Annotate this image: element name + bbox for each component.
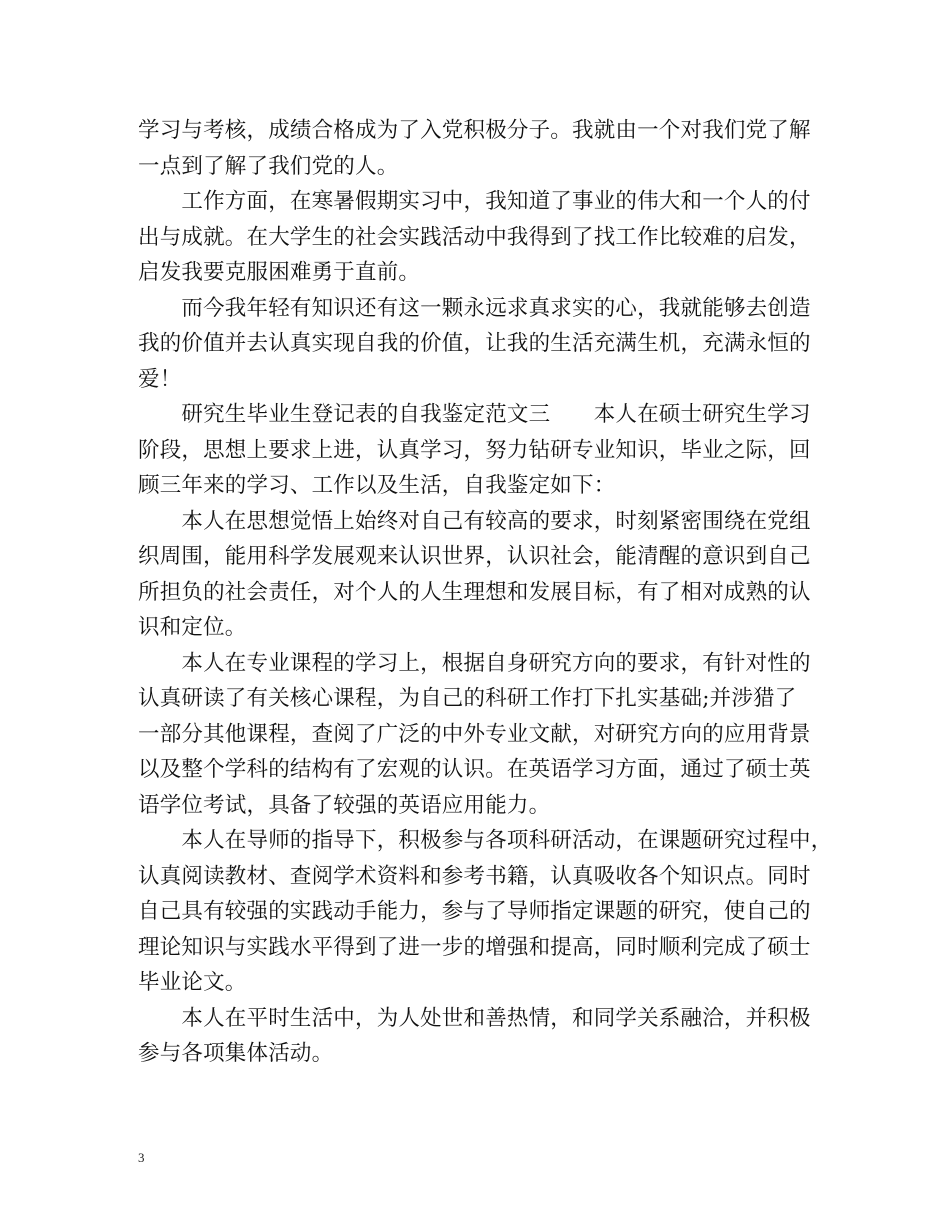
text-line: 阶段，思想上要求上进，认真学习，努力钻研专业知识，毕业之际，回 xyxy=(138,437,811,463)
text-line: 我的价值并去认真实现自我的价值，让我的生活充满生机，充满永恒的 xyxy=(138,331,811,356)
text-line: 启发我要克服困难勇于直前。 xyxy=(138,260,421,285)
text-line: 织周围，能用科学发展观来认识世界，认识社会，能清醒的意识到自己 xyxy=(138,544,811,569)
text-line: 认真研读了有关核心课程，为自己的科研工作打下扎实基础;并涉猎了 xyxy=(138,686,797,711)
text-line: 认真阅读教材、查阅学术资料和参考书籍，认真吸收各个知识点。同时 xyxy=(138,863,811,889)
text-line: 研究生毕业生登记表的自我鉴定范文三 本人在硕士研究生学习 xyxy=(138,402,811,427)
text-line: 工作方面，在寒暑假期实习中，我知道了事业的伟大和一个人的付 xyxy=(138,189,811,214)
text-line: 以及整个学科的结构有了宏观的认识。在英语学习方面，通过了硕士英 xyxy=(138,757,811,782)
text-line: 出与成就。在大学生的社会实践活动中我得到了找工作比较难的启发， xyxy=(138,224,811,250)
text-line: 本人在导师的指导下，积极参与各项科研活动，在课题研究过程中， xyxy=(138,828,833,853)
text-line: 毕业论文。 xyxy=(138,970,247,995)
text-line: 自己具有较强的实践动手能力，参与了导师指定课题的研究，使自己的 xyxy=(138,899,811,924)
text-line: 参与各项集体活动。 xyxy=(138,1041,334,1066)
text-line: 本人在平时生活中，为人处世和善热情，和同学关系融洽，并积极 xyxy=(138,1005,811,1031)
text-line: 一部分其他课程，查阅了广泛的中外专业文献，对研究方向的应用背景 xyxy=(138,721,811,747)
text-line: 一点到了解了我们党的人。 xyxy=(138,153,399,179)
page-number: 3 xyxy=(138,1150,145,1165)
document-body xyxy=(138,113,833,1072)
text-line: 而今我年轻有知识还有这一颗永远求真求实的心，我就能够去创造 xyxy=(138,295,811,321)
text-line: 理论知识与实践水平得到了进一步的增强和提高，同时顺利完成了硕士 xyxy=(138,934,811,960)
text-line: 所担负的社会责任，对个人的人生理想和发展目标，有了相对成熟的认 xyxy=(138,579,811,605)
text-line: 语学位考试，具备了较强的英语应用能力。 xyxy=(138,792,551,818)
text-line: 识和定位。 xyxy=(138,615,247,640)
text-line: 爱！ xyxy=(138,366,182,392)
text-line: 学习与考核，成绩合格成为了入党积极分子。我就由一个对我们党了解 xyxy=(138,118,811,143)
text-line: 本人在专业课程的学习上，根据自身研究方向的要求，有针对性的 xyxy=(138,650,811,676)
text-line: 顾三年来的学习、工作以及生活，自我鉴定如下： xyxy=(138,473,616,498)
text-line: 本人在思想觉悟上始终对自己有较高的要求，时刻紧密围绕在党组 xyxy=(138,508,811,534)
